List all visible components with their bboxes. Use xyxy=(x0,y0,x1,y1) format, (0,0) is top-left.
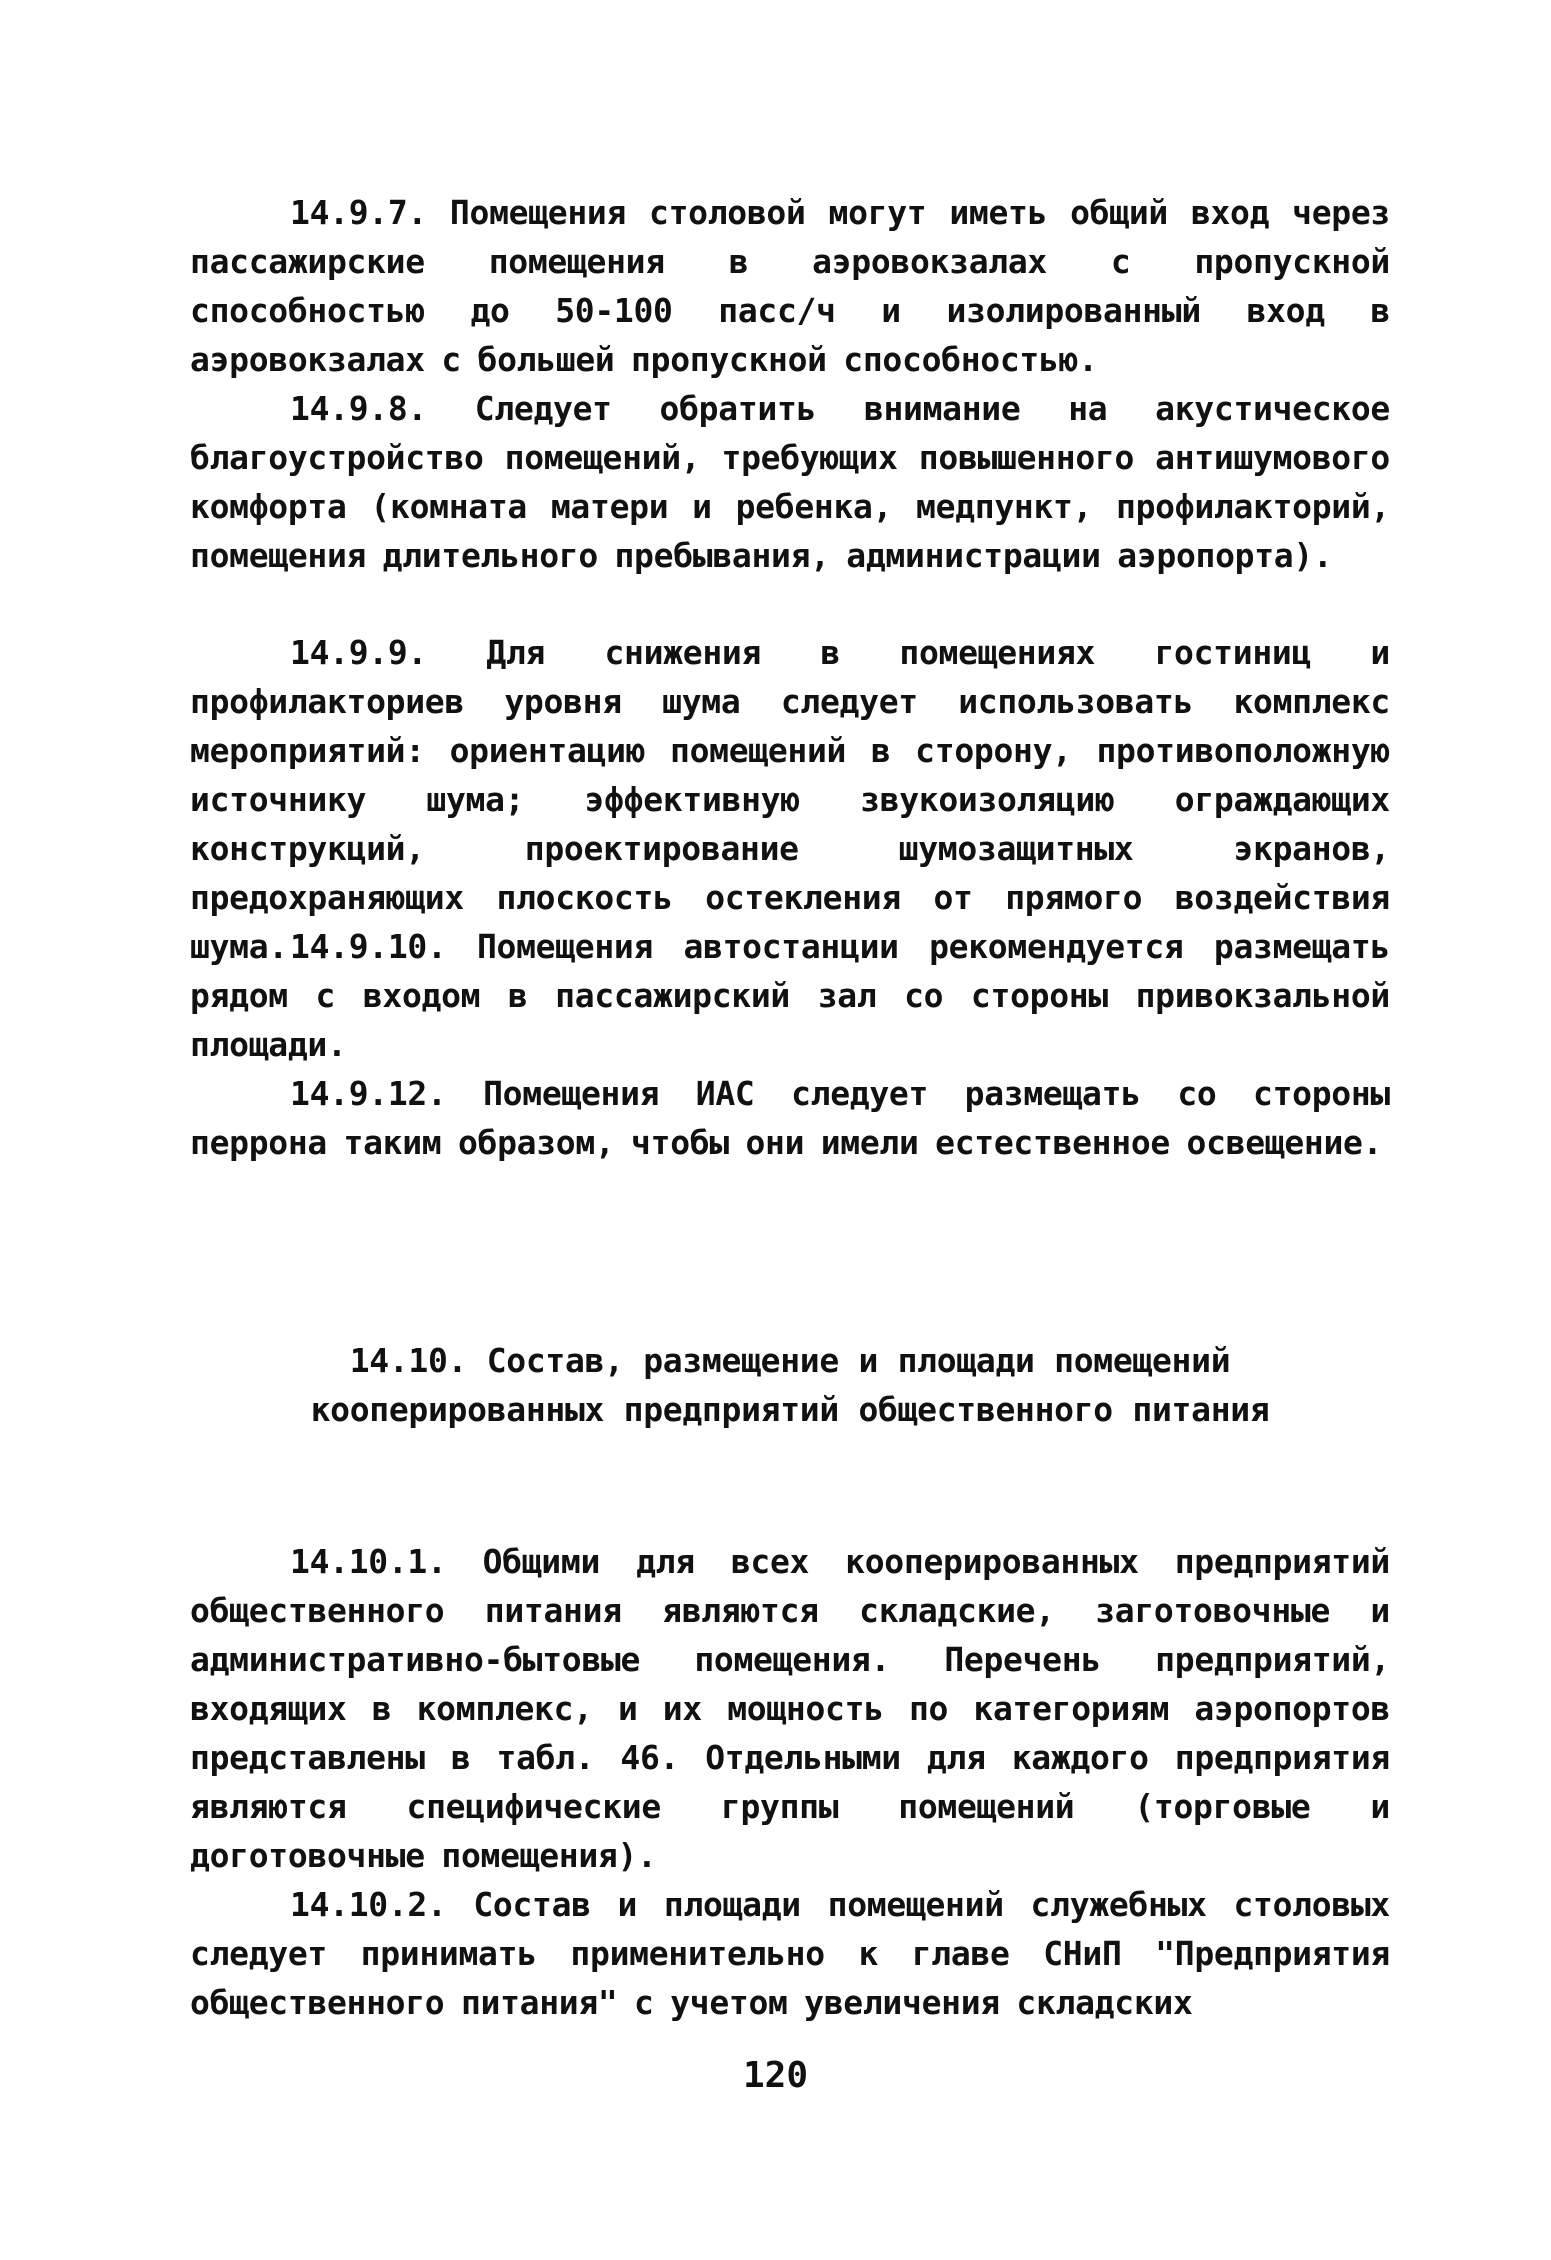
section-heading-line-2: кооперированных предприятий общественного питания xyxy=(310,1390,1270,1429)
section-heading-line-1: 14.10. Состав, размещение и площади помещений xyxy=(349,1341,1231,1380)
paragraph-14-9-7: 14.9.7. Помещения столовой могут иметь общий вход через пассажирские помещения в аэровокзалах с пропускной способностью до 50-100 пасс/ч и изолированный вход в аэровокзалах с большей пропускной способностью. xyxy=(190,193,1390,379)
paragraph-14-9-8: 14.9.8. Следует обратить внимание на акустическое благоустройство помещений, требующих повышенного антишумового комфорта (комната матери и ребенка, медпункт, профилакторий, помещения длительного пребывания, администрации аэропорта). xyxy=(190,389,1390,575)
page-number: 120 xyxy=(742,2055,809,2096)
paragraph-14-10-2: 14.10.2. Состав и площади помещений служебных столовых следует принимать применительно к главе СНиП "Предприятия общественного питания" с учетом увеличения складских xyxy=(190,1885,1390,2022)
section-heading xyxy=(190,1336,1390,1434)
paragraph-14-10-1: 14.10.1. Общими для всех кооперированных предприятий общественного питания являются складские, заготовочные и административно-бытовые помещения. Перечень предприятий, входящих в комплекс, и их мощность по категориям аэропортов представлены в табл. 46. Отдельными для каждого предприятия являются специфические группы помещений (торговые и доготовочные помещения). xyxy=(190,1542,1390,1875)
paragraph-14-9-12: 14.9.12. Помещения ИАС следует размещать со стороны перрона таким образом, чтобы они имели естественное освещение. xyxy=(190,1074,1390,1162)
paragraph-14-9-9: 14.9.9. Для снижения в помещениях гостиниц и профилакториев уровня шума следует использовать комплекс мероприятий: ориентацию помещений в сторону, противоположную источнику шума; эффективную звукоизоляцию ограждающих конструкций, проектирование шумозащитных экранов, предохраняющих плоскость остекления от прямого воздействия шума. xyxy=(190,633,1390,966)
paragraph-14-9-10: 14.9.10. Помещения автостанции рекомендуется размещать рядом с входом в пассажирский зал со стороны привокзальной площади. xyxy=(190,927,1390,1064)
